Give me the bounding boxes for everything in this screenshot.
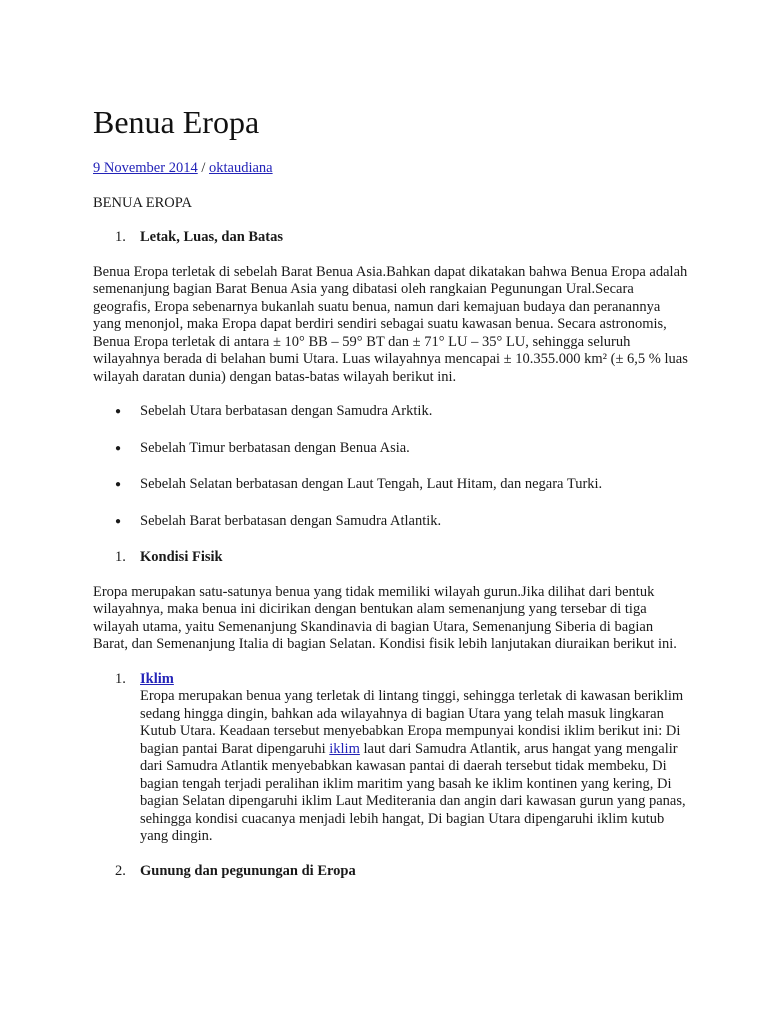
bullet-icon <box>93 476 140 495</box>
bullet-icon <box>93 403 140 422</box>
author-link[interactable]: oktaudiana <box>208 160 273 176</box>
subsection-gunung <box>93 863 688 881</box>
subsection-number: 1. <box>115 670 126 687</box>
list-item-text: Sebelah Selatan berbatasan dengan Laut Tengah, Laut Hitam, dan negara Turki. <box>140 476 603 492</box>
subsection-body <box>140 863 688 881</box>
border-list <box>93 403 688 531</box>
list-item <box>93 440 688 459</box>
section-heading-text: Letak, Luas, dan Batas <box>140 229 284 245</box>
page-title: Benua Eropa <box>93 104 260 140</box>
iklim-text-after: laut dari Samudra Atlantik, arus hangat yang mengalir dari Samudra Atlantik menyebabkan kawasan pantai di daerah tersebut tidak membeku, Di bagian tengah terjadi peralihan iklim maritim yang basah ke iklim kontinen yang kering, Di bagian Selatan dipengaruhi iklim Laut Mediterania dan angin dari kawasan gurun yang panas, sehingga kondisi cuacanya menjadi lebih hangat, Di bagian Utara dipengaruhi iklim kutub yang dingin. <box>140 740 686 844</box>
section-heading-letak <box>93 229 688 247</box>
paragraph-letak: Benua Eropa terletak di sebelah Barat Benua Asia.Bahkan dapat dikatakan bahwa Benua Eropa adalah semenanjung bagian Barat Benua Asia yang dibatasi oleh rangkaian Pegunungan Ural.Secara geografis, Eropa sebenarnya bukanlah suatu benua, namun dari kemajuan budaya dan peranannya yang menonjol, maka Eropa dapat berdiri sendiri sebagai suatu kawasan benua. Secara astronomis, Benua Eropa terletak di antara ± 10° BB – 59° BT dan ± 71° LU – 35° LU, sehingga seluruh wilayahnya berada di belahan bumi Utara. Luas wilayahnya mencapai ± 10.355.000 km² (± 6,5 % luas wilayah daratan dunia) dengan batas-batas wilayah berikut ini. <box>93 263 688 385</box>
section-number: 1. <box>115 229 126 245</box>
subsection-number: 2. <box>115 862 126 879</box>
list-item-text: Sebelah Timur berbatasan dengan Benua Asia. <box>140 439 410 456</box>
bullet-icon <box>93 440 140 459</box>
iklim-title-link[interactable]: Iklim <box>140 670 174 687</box>
paragraph-kondisi: Eropa merupakan satu-satunya benua yang tidak memiliki wilayah gurun.Jika dilihat dari bentuk wilayahnya, maka benua ini dicirikan dengan bentukan alam semenanjung yang tersebar di tiga wilayah utama, yaitu Semenanjung Skandinavia di bagian Utara, Semenanjung Siberia di bagian Barat, dan Semenanjung Italia di bagian Selatan. Kondisi fisik lebih lanjutakan diuraikan berikut ini. <box>93 583 677 652</box>
subsection-body <box>140 671 688 846</box>
list-item <box>93 403 688 422</box>
bullet-icon <box>93 513 140 532</box>
section-heading-kondisi <box>93 549 688 567</box>
subsection-iklim <box>93 671 688 846</box>
list-item <box>93 476 688 495</box>
post-date-link[interactable]: 9 November 2014 <box>93 160 198 176</box>
section-number: 1. <box>115 549 126 565</box>
document-label: BENUA EROPA <box>93 194 192 211</box>
iklim-text-before: Eropa merupakan benua yang terletak di lintang tinggi, sehingga terletak di kawasan beriklim sedang hingga dingin, bahkan ada wilayahnya di bagian Utara yang telah masuk lingkaran Kutub Utara. Keadaan tersebut menyebabkan Eropa mempunyai kondisi iklim berikut ini: Di bagian pantai Barat dipengaruhi <box>140 688 684 757</box>
post-meta <box>93 160 688 178</box>
list-item-text: Sebelah Utara berbatasan dengan Samudra Arktik. <box>140 403 433 419</box>
meta-separator: / <box>197 160 209 176</box>
iklim-inline-link[interactable]: iklim <box>329 740 360 757</box>
gunung-title: Gunung dan pegunungan di Eropa <box>140 862 356 879</box>
list-item <box>93 513 688 532</box>
list-item-text: Sebelah Barat berbatasan dengan Samudra Atlantik. <box>140 512 442 529</box>
section-heading-text: Kondisi Fisik <box>140 549 223 565</box>
